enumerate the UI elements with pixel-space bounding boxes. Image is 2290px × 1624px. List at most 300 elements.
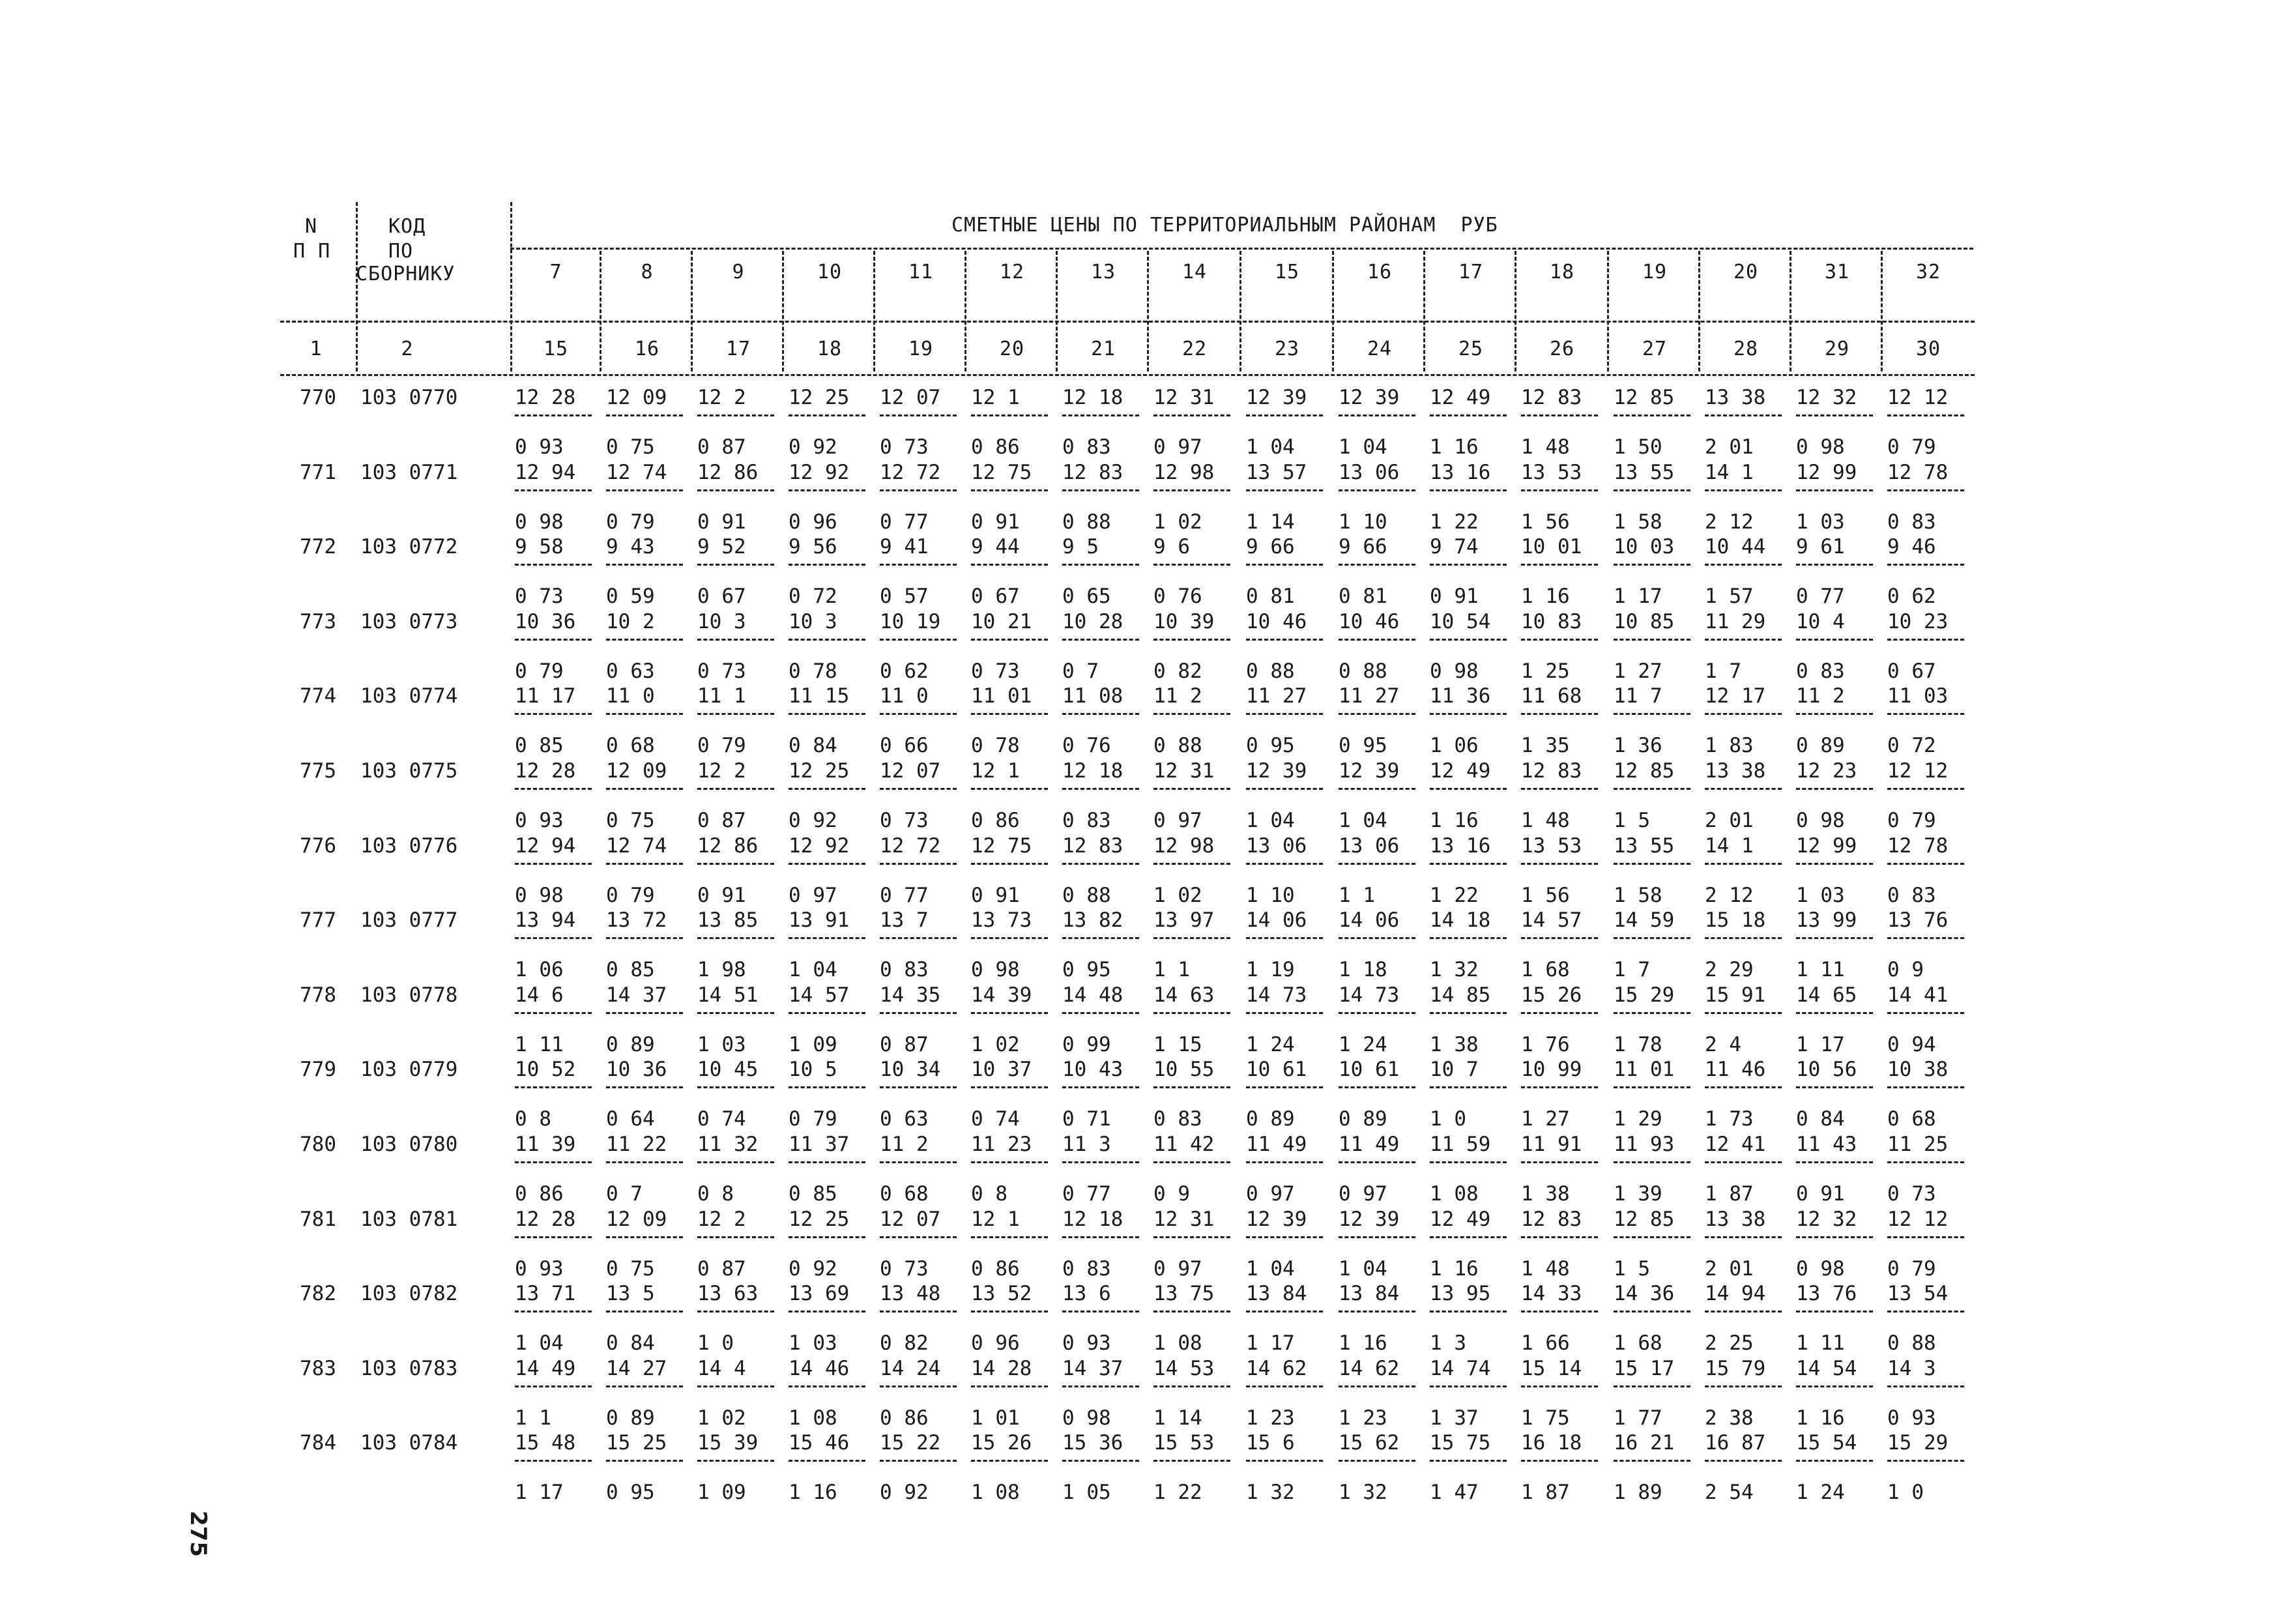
price-top: 12 12 — [1887, 386, 1949, 409]
price-top: 14 59 — [1614, 908, 1675, 933]
fraction-line — [880, 788, 957, 790]
row-code: 103 0777 — [360, 908, 458, 933]
fraction-line — [606, 788, 683, 790]
fraction-line — [1153, 489, 1230, 491]
price-top: 11 0 — [880, 684, 929, 708]
price-bottom: 1 15 — [1153, 1032, 1202, 1056]
price-bottom: 1 11 — [1796, 1331, 1845, 1356]
price-top: 10 61 — [1246, 1058, 1307, 1082]
price-top: 15 14 — [1521, 1356, 1582, 1380]
price-top: 12 25 — [789, 759, 850, 783]
price-top: 11 3 — [1062, 1133, 1111, 1156]
fraction-line — [1614, 414, 1690, 416]
fraction-line — [1062, 1236, 1139, 1238]
price-top: 10 38 — [1887, 1058, 1949, 1082]
price-bottom: 0 89 — [606, 1032, 655, 1056]
price-top: 12 72 — [880, 460, 941, 484]
fraction-line — [1246, 863, 1323, 865]
fraction-line — [1430, 1460, 1507, 1462]
fraction-line — [1614, 1385, 1690, 1387]
price-top: 9 66 — [1246, 535, 1295, 559]
price-top: 12 83 — [1062, 834, 1123, 858]
price-top: 12 1 — [971, 1207, 1020, 1231]
price-bottom: 1 32 — [1339, 1481, 1387, 1505]
price-bottom: 1 68 — [1614, 1331, 1662, 1356]
header-column-divider — [1881, 251, 1883, 371]
price-bottom: 0 97 — [1153, 809, 1202, 832]
row-number: 777 — [300, 908, 336, 933]
price-top: 11 49 — [1246, 1133, 1307, 1156]
row-code: 103 0773 — [360, 609, 458, 633]
price-top: 9 44 — [971, 535, 1020, 559]
fraction-line — [971, 1161, 1048, 1163]
fraction-line — [1705, 639, 1782, 641]
fraction-line — [1339, 489, 1415, 491]
fraction-line — [1062, 1311, 1139, 1312]
fraction-line — [1887, 1385, 1964, 1387]
price-bottom: 0 57 — [880, 585, 929, 609]
price-top: 14 57 — [789, 983, 850, 1007]
price-top: 10 28 — [1062, 609, 1123, 633]
fraction-line — [1430, 1385, 1507, 1387]
price-top: 13 76 — [1796, 1282, 1857, 1306]
price-bottom: 0 73 — [697, 659, 746, 683]
header-rule-bottom — [280, 374, 1975, 376]
price-top: 12 92 — [789, 834, 850, 858]
price-bottom: 0 98 — [515, 510, 564, 534]
price-bottom: 1 09 — [697, 1481, 746, 1505]
price-bottom: 2 25 — [1705, 1331, 1754, 1356]
col-index: 27 — [1642, 338, 1668, 360]
price-top: 10 39 — [1153, 609, 1215, 633]
price-bottom: 1 29 — [1614, 1107, 1662, 1131]
price-top: 9 61 — [1796, 535, 1845, 559]
fraction-line — [606, 1012, 683, 1014]
row-code: 103 0778 — [360, 983, 458, 1007]
col-index: 22 — [1181, 338, 1208, 360]
row-code: 103 0782 — [360, 1282, 458, 1306]
price-top: 13 48 — [880, 1282, 941, 1306]
price-bottom: 0 9 — [1887, 958, 1924, 982]
fraction-line — [971, 1012, 1048, 1014]
price-bottom: 1 7 — [1614, 958, 1650, 982]
fraction-line — [971, 1311, 1048, 1312]
fraction-line — [515, 788, 592, 790]
price-bottom: 0 8 — [697, 1182, 734, 1206]
price-top: 12 12 — [1887, 1207, 1949, 1231]
price-bottom: 1 66 — [1521, 1331, 1570, 1356]
header-column-divider — [1515, 251, 1516, 371]
price-bottom: 0 97 — [1153, 1256, 1202, 1281]
price-top: 12 1 — [971, 759, 1020, 783]
fraction-line — [606, 1311, 683, 1312]
price-top: 12 83 — [1521, 759, 1582, 783]
price-bottom: 1 76 — [1521, 1032, 1570, 1056]
price-bottom: 0 96 — [789, 510, 837, 534]
price-top: 13 95 — [1430, 1282, 1491, 1306]
price-top: 14 49 — [515, 1356, 576, 1380]
price-bottom: 1 47 — [1430, 1481, 1479, 1505]
price-top: 11 91 — [1521, 1133, 1582, 1156]
fraction-line — [1246, 1385, 1323, 1387]
price-bottom: 0 79 — [1887, 1256, 1936, 1281]
fraction-line — [1153, 863, 1230, 865]
fraction-line — [1153, 937, 1230, 939]
price-bottom: 0 93 — [515, 809, 564, 832]
price-top: 13 06 — [1339, 834, 1400, 858]
price-top: 9 5 — [1062, 535, 1099, 559]
fraction-line — [1521, 713, 1598, 715]
fraction-line — [1614, 489, 1690, 491]
fraction-line — [1521, 489, 1598, 491]
fraction-line — [1887, 414, 1964, 416]
price-top: 11 1 — [697, 684, 746, 708]
price-top: 14 33 — [1521, 1282, 1582, 1306]
price-bottom: 0 73 — [880, 435, 929, 459]
price-top: 13 7 — [880, 908, 929, 933]
fraction-line — [1153, 1012, 1230, 1014]
fraction-line — [1705, 489, 1782, 491]
price-bottom: 0 83 — [880, 958, 929, 982]
price-top: 12 28 — [515, 1207, 576, 1231]
price-top: 11 03 — [1887, 684, 1949, 708]
price-bottom: 0 62 — [880, 659, 929, 683]
fraction-line — [1246, 1236, 1323, 1238]
price-top: 11 68 — [1521, 684, 1582, 708]
price-bottom: 0 89 — [1246, 1107, 1295, 1131]
price-top: 11 27 — [1339, 684, 1400, 708]
price-bottom: 1 04 — [1246, 1256, 1295, 1281]
price-bottom: 1 11 — [515, 1032, 564, 1056]
price-top: 13 06 — [1339, 460, 1400, 484]
fraction-line — [971, 489, 1048, 491]
fraction-line — [971, 863, 1048, 865]
col-index: 18 — [817, 338, 843, 360]
fraction-line — [1887, 713, 1964, 715]
price-bottom: 0 7 — [606, 1182, 643, 1206]
fraction-line — [971, 1086, 1048, 1088]
fraction-line — [1153, 1161, 1230, 1163]
price-top: 14 24 — [880, 1356, 941, 1380]
price-bottom: 0 72 — [1887, 734, 1936, 758]
price-bottom: 1 09 — [789, 1032, 837, 1056]
row-number: 771 — [300, 460, 336, 484]
header-column-divider — [1332, 251, 1334, 371]
fraction-line — [697, 1086, 774, 1088]
price-bottom: 0 68 — [1887, 1107, 1936, 1131]
fraction-line — [1887, 564, 1964, 566]
col-index: 24 — [1367, 338, 1393, 360]
fraction-line — [1430, 713, 1507, 715]
header-code-label-1: КОД — [388, 215, 426, 238]
price-top: 12 18 — [1062, 759, 1123, 783]
fraction-line — [697, 1460, 774, 1462]
price-bottom: 1 10 — [1246, 883, 1295, 907]
fraction-line — [1614, 1161, 1690, 1163]
price-bottom: 1 1 — [1153, 958, 1190, 982]
price-top: 12 23 — [1796, 759, 1857, 783]
header-divider-code — [510, 202, 512, 371]
price-top: 12 83 — [1521, 1207, 1582, 1231]
price-bottom: 1 78 — [1614, 1032, 1662, 1056]
price-top: 12 85 — [1614, 386, 1675, 409]
row-code: 103 0770 — [360, 386, 458, 409]
col-index-2: 2 — [401, 338, 414, 360]
fraction-line — [515, 414, 592, 416]
price-bottom: 0 68 — [606, 734, 655, 758]
price-bottom: 1 83 — [1705, 734, 1754, 758]
fraction-line — [1614, 1460, 1690, 1462]
price-bottom: 1 27 — [1614, 659, 1662, 683]
price-top: 14 51 — [697, 983, 759, 1007]
price-top: 15 25 — [606, 1431, 667, 1455]
price-top: 14 1 — [1705, 460, 1754, 484]
price-top: 14 48 — [1062, 983, 1123, 1007]
price-top: 14 94 — [1705, 1282, 1766, 1306]
fraction-line — [1705, 1385, 1782, 1387]
price-top: 12 18 — [1062, 1207, 1123, 1231]
price-bottom: 1 24 — [1796, 1481, 1845, 1505]
price-top: 12 78 — [1887, 834, 1949, 858]
price-bottom: 0 92 — [880, 1481, 929, 1505]
price-top: 14 37 — [1062, 1356, 1123, 1380]
fraction-line — [1521, 937, 1598, 939]
fraction-line — [1614, 1236, 1690, 1238]
price-bottom: 0 71 — [1062, 1107, 1111, 1131]
fraction-line — [1246, 564, 1323, 566]
price-bottom: 0 83 — [1062, 435, 1111, 459]
price-top: 12 25 — [789, 1207, 850, 1231]
price-bottom: 1 89 — [1614, 1481, 1662, 1505]
price-bottom: 1 23 — [1246, 1406, 1295, 1430]
price-bottom: 1 1 — [515, 1406, 551, 1430]
price-top: 10 3 — [697, 609, 746, 633]
price-top: 15 18 — [1705, 908, 1766, 933]
fraction-line — [1430, 788, 1507, 790]
fraction-line — [515, 713, 592, 715]
price-top: 12 75 — [971, 460, 1032, 484]
price-bottom: 1 48 — [1521, 1256, 1570, 1281]
price-top: 12 12 — [1887, 759, 1949, 783]
fraction-line — [880, 564, 957, 566]
price-top: 14 06 — [1246, 908, 1307, 933]
fraction-line — [1887, 863, 1964, 865]
col-index: 25 — [1458, 338, 1484, 360]
price-top: 14 35 — [880, 983, 941, 1007]
price-bottom: 1 0 — [1887, 1481, 1924, 1505]
fraction-line — [515, 1161, 592, 1163]
price-bottom: 1 06 — [1430, 734, 1479, 758]
fraction-line — [1521, 414, 1598, 416]
fraction-line — [1796, 1161, 1873, 1163]
price-bottom: 0 91 — [697, 510, 746, 534]
fraction-line — [1614, 937, 1690, 939]
price-bottom: 1 25 — [1521, 659, 1570, 683]
fraction-line — [1521, 639, 1598, 641]
price-bottom: 1 04 — [515, 1331, 564, 1356]
price-top: 12 85 — [1614, 759, 1675, 783]
fraction-line — [1430, 1086, 1507, 1088]
price-bottom: 0 83 — [1796, 659, 1845, 683]
fraction-line — [880, 1236, 957, 1238]
price-bottom: 0 63 — [880, 1107, 929, 1131]
price-top: 13 53 — [1521, 834, 1582, 858]
fraction-line — [1705, 1236, 1782, 1238]
price-top: 10 01 — [1521, 535, 1582, 559]
price-top: 9 43 — [606, 535, 655, 559]
price-bottom: 1 35 — [1521, 734, 1570, 758]
price-bottom: 1 56 — [1521, 883, 1570, 907]
fraction-line — [789, 1012, 865, 1014]
fraction-line — [1887, 1236, 1964, 1238]
price-bottom: 2 54 — [1705, 1481, 1754, 1505]
price-bottom: 0 81 — [1246, 585, 1295, 609]
fraction-line — [880, 1311, 957, 1312]
price-bottom: 0 79 — [606, 510, 655, 534]
fraction-line — [1521, 788, 1598, 790]
price-top: 10 99 — [1521, 1058, 1582, 1082]
fraction-line — [606, 937, 683, 939]
price-bottom: 1 08 — [789, 1406, 837, 1430]
price-bottom: 0 87 — [697, 435, 746, 459]
fraction-line — [789, 1311, 865, 1312]
row-code: 103 0780 — [360, 1133, 458, 1156]
fraction-line — [1887, 1086, 1964, 1088]
price-top: 13 72 — [606, 908, 667, 933]
price-bottom: 0 98 — [971, 958, 1020, 982]
price-bottom: 1 18 — [1339, 958, 1387, 982]
col-index: 19 — [908, 338, 934, 360]
fraction-line — [1339, 713, 1415, 715]
price-top: 10 46 — [1246, 609, 1307, 633]
price-bottom: 1 98 — [697, 958, 746, 982]
fraction-line — [1796, 1086, 1873, 1088]
price-bottom: 0 95 — [1062, 958, 1111, 982]
fraction-line — [789, 1161, 865, 1163]
price-top: 12 32 — [1796, 386, 1857, 409]
fraction-line — [1246, 414, 1323, 416]
price-top: 12 09 — [606, 1207, 667, 1231]
price-bottom: 1 73 — [1705, 1107, 1754, 1131]
header-rule-mid — [280, 321, 1975, 323]
fraction-line — [697, 713, 774, 715]
fraction-line — [697, 788, 774, 790]
row-number: 778 — [300, 983, 336, 1007]
price-bottom: 0 98 — [1796, 809, 1845, 832]
row-number: 775 — [300, 759, 336, 783]
fraction-line — [971, 1385, 1048, 1387]
price-top: 12 28 — [515, 386, 576, 409]
price-bottom: 0 92 — [789, 435, 837, 459]
fraction-line — [880, 489, 957, 491]
row-number: 783 — [300, 1356, 336, 1380]
price-top: 12 74 — [606, 460, 667, 484]
fraction-line — [1339, 1012, 1415, 1014]
price-top: 12 31 — [1153, 1207, 1215, 1231]
price-top: 14 53 — [1153, 1356, 1215, 1380]
region-number: 10 — [817, 261, 843, 283]
price-bottom: 1 39 — [1614, 1182, 1662, 1206]
price-bottom: 0 92 — [789, 1256, 837, 1281]
fraction-line — [971, 1236, 1048, 1238]
fraction-line — [515, 1236, 592, 1238]
price-bottom: 0 87 — [697, 1256, 746, 1281]
price-bottom: 1 14 — [1153, 1406, 1202, 1430]
price-bottom: 0 88 — [1339, 659, 1387, 683]
fraction-line — [1339, 788, 1415, 790]
fraction-line — [971, 937, 1048, 939]
price-bottom: 0 8 — [515, 1107, 551, 1131]
row-code: 103 0775 — [360, 759, 458, 783]
price-bottom: 0 97 — [1153, 435, 1202, 459]
fraction-line — [1705, 564, 1782, 566]
region-number: 7 — [549, 261, 562, 283]
price-top: 13 73 — [971, 908, 1032, 933]
fraction-line — [1153, 639, 1230, 641]
price-bottom: 0 68 — [880, 1182, 929, 1206]
fraction-line — [515, 564, 592, 566]
fraction-line — [971, 788, 1048, 790]
header-column-divider — [691, 251, 693, 371]
region-number: 16 — [1367, 261, 1393, 283]
price-top: 14 06 — [1339, 908, 1400, 933]
price-bottom: 1 48 — [1521, 435, 1570, 459]
price-bottom: 0 88 — [1062, 510, 1111, 534]
fraction-line — [1339, 1460, 1415, 1462]
fraction-line — [697, 564, 774, 566]
price-bottom: 1 02 — [1153, 883, 1202, 907]
price-bottom: 0 73 — [1887, 1182, 1936, 1206]
price-bottom: 0 73 — [880, 809, 929, 832]
fraction-line — [1153, 564, 1230, 566]
price-bottom: 0 73 — [971, 659, 1020, 683]
price-top: 10 55 — [1153, 1058, 1215, 1082]
price-top: 12 99 — [1796, 834, 1857, 858]
price-top: 12 1 — [971, 386, 1020, 409]
price-bottom: 2 38 — [1705, 1406, 1754, 1430]
price-bottom: 1 16 — [1430, 1256, 1479, 1281]
fraction-line — [1796, 489, 1873, 491]
col-index: 30 — [1915, 338, 1941, 360]
fraction-line — [1887, 1460, 1964, 1462]
price-bottom: 0 67 — [697, 585, 746, 609]
price-bottom: 0 98 — [515, 883, 564, 907]
fraction-line — [1796, 1311, 1873, 1312]
price-bottom: 0 83 — [1153, 1107, 1202, 1131]
price-bottom: 0 98 — [1796, 1256, 1845, 1281]
price-top: 15 29 — [1614, 983, 1675, 1007]
price-top: 14 27 — [606, 1356, 667, 1380]
fraction-line — [1521, 1012, 1598, 1014]
fraction-line — [515, 639, 592, 641]
price-top: 14 28 — [971, 1356, 1032, 1380]
price-bottom: 0 83 — [1062, 1256, 1111, 1281]
header-code-label-2: ПО — [388, 240, 414, 263]
fraction-line — [1062, 863, 1139, 865]
fraction-line — [1062, 564, 1139, 566]
col-index: 16 — [634, 338, 660, 360]
price-top: 12 94 — [515, 834, 576, 858]
row-code: 103 0783 — [360, 1356, 458, 1380]
fraction-line — [1430, 489, 1507, 491]
price-top: 15 91 — [1705, 983, 1766, 1007]
fraction-line — [1339, 1236, 1415, 1238]
price-top: 14 62 — [1246, 1356, 1307, 1380]
price-top: 11 2 — [880, 1133, 929, 1156]
price-bottom: 1 22 — [1430, 510, 1479, 534]
price-top: 12 99 — [1796, 460, 1857, 484]
region-number: 14 — [1181, 261, 1208, 283]
